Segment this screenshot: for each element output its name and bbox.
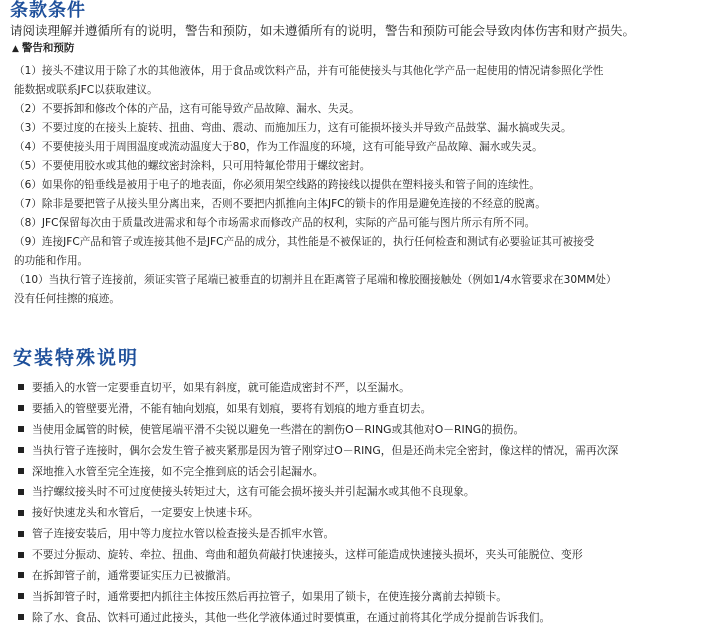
warning-triangle-icon: ▲ [12, 44, 19, 54]
bullet-square-icon [18, 489, 24, 495]
list-item [18, 544, 713, 565]
list-item [18, 586, 713, 607]
list-item-text: 当拆卸管子时，通常要把内抓往主体按压然后再拉管子，如果用了锁卡，在使连接分离前去掉锁卡。 [32, 589, 508, 603]
list-item [18, 607, 713, 628]
list-item-text: 在拆卸管子前，通常要证实压力已被撤消。 [32, 568, 238, 582]
list-item-text: 接好快速龙头和水管后，一定要安上快速卡环。 [32, 506, 259, 520]
note-line: （8）JFC保留每次由于质量改进需求和每个市场需求而修改产品的权利，实际的产品可能与图片所示有所不同。 [14, 217, 536, 229]
bullet-square-icon [18, 614, 24, 620]
note-line: （7）除非是要把管子从接头里分离出来，否则不要把内抓推向主体JFC的锁卡的作用是避免连接的不经意的脱离。 [14, 198, 546, 210]
bullet-square-icon [18, 447, 24, 453]
list-item [18, 440, 713, 461]
list-item-text: 管子连接安装后，用中等力度拉水管以检查接头是否抓牢水管。 [32, 527, 335, 541]
list-item [18, 398, 713, 419]
list-item-text: 要插入的水管一定要垂直切平，如果有斜度，就可能造成密封不严，以至漏水。 [32, 380, 410, 394]
list-item-text: 当使用金属管的时候，使管尾端平滑不尖锐以避免一些潜在的割伤O－RING或其他对O－RING的损伤。 [32, 422, 525, 436]
bullet-square-icon [18, 593, 24, 599]
list-item-text: 当执行管子连接时，偶尔会发生管子被夹紧那是因为管子刚穿过O－RING，但是还尚未完全密封，像这样的情况，需再次深 [32, 443, 619, 457]
terms-title: 条款条件 [10, 0, 86, 21]
note-line: 的功能和作用。 [14, 255, 89, 267]
note-line: （4）不要使接头用于周围温度或流动温度大于80，作为工作温度的环境，这有可能导致产品故障、漏水或失灵。 [14, 141, 543, 153]
bullet-square-icon [18, 426, 24, 432]
list-item-text: 除了水、食品、饮料可通过此接头，其他一些化学液体通过时要慎重，在通过前将其化学成分提前告诉我们。 [32, 610, 551, 624]
bullet-square-icon [18, 572, 24, 578]
note-line: （1）接头不建议用于除了水的其他液体，用于食品或饮料产品，并有可能使接头与其他化学产品一起使用的情况请参照化学性 [14, 65, 604, 77]
bullet-square-icon [18, 552, 24, 558]
note-line: （10）当执行管子连接前，须证实管子尾端已被垂直的切割并且在距离管子尾端和橡胶圈接触处（例如1/4水管要求在30MM处） [14, 274, 617, 286]
bullet-square-icon [18, 384, 24, 390]
list-item-text: 当拧螺纹接头时不可过度使接头转矩过大，这有可能会损坏接头并引起漏水或其他不良现象。 [32, 485, 475, 499]
note-line: 能数据或联系JFC以获取建议。 [14, 84, 158, 96]
list-item-text: 深地推入水管至完全连接，如不完全推到底的话会引起漏水。 [32, 464, 324, 478]
warning-heading-label: 警告和预防 [21, 42, 75, 54]
list-item [18, 377, 713, 398]
note-line: 没有任何挂擦的痕迹。 [14, 293, 120, 305]
bullet-square-icon [18, 405, 24, 411]
install-instructions-list [18, 377, 713, 628]
bullet-square-icon [18, 531, 24, 537]
install-title: 安装特殊说明 [13, 347, 140, 369]
list-item-text: 不要过分振动、旋转、牵拉、扭曲、弯曲和超负荷敲打快速接头，这样可能造成快速接头损坏，夹头可能脱位、变形 [32, 548, 583, 562]
list-item [18, 523, 713, 544]
list-item-text: 要插入的管壁要光滑，不能有轴向划痕，如果有划痕，要将有划痕的地方垂直切去。 [32, 401, 432, 415]
bullet-square-icon [18, 510, 24, 516]
bullet-square-icon [18, 468, 24, 474]
note-line: （2）不要拆卸和修改个体的产品，这有可能导致产品故障、漏水、失灵。 [14, 103, 360, 115]
list-item [18, 419, 713, 440]
note-line: （3）不要过度的在接头上旋转、扭曲、弯曲、震动、而施加压力，这有可能损坏接头并导致产品鼓掌、漏水搞或失灵。 [14, 122, 572, 134]
list-item [18, 502, 713, 523]
note-line: （5）不要使用胶水或其他的螺纹密封涂料，只可用特氟伦带用于螺纹密封。 [14, 160, 371, 172]
warning-heading [12, 41, 74, 57]
terms-notes-list [14, 62, 714, 309]
note-line: （9）连接JFC产品和管子或连接其他不是JFC产品的成分，其性能是不被保证的，执行任何检查和测试有必要验证其可被接受 [14, 236, 595, 248]
list-item [18, 565, 713, 586]
note-line: （6）如果你的铅垂线是被用于电子的地表面，你必须用架空线路的跨接线以提供在塑料接头和管子间的连续性。 [14, 179, 540, 191]
list-item [18, 481, 713, 502]
list-item [18, 461, 713, 482]
terms-intro: 请阅读理解并遵循所有的说明，警告和预防，如未遵循所有的说明，警告和预防可能会导致肉体伤害和财产损失。 [10, 23, 636, 38]
